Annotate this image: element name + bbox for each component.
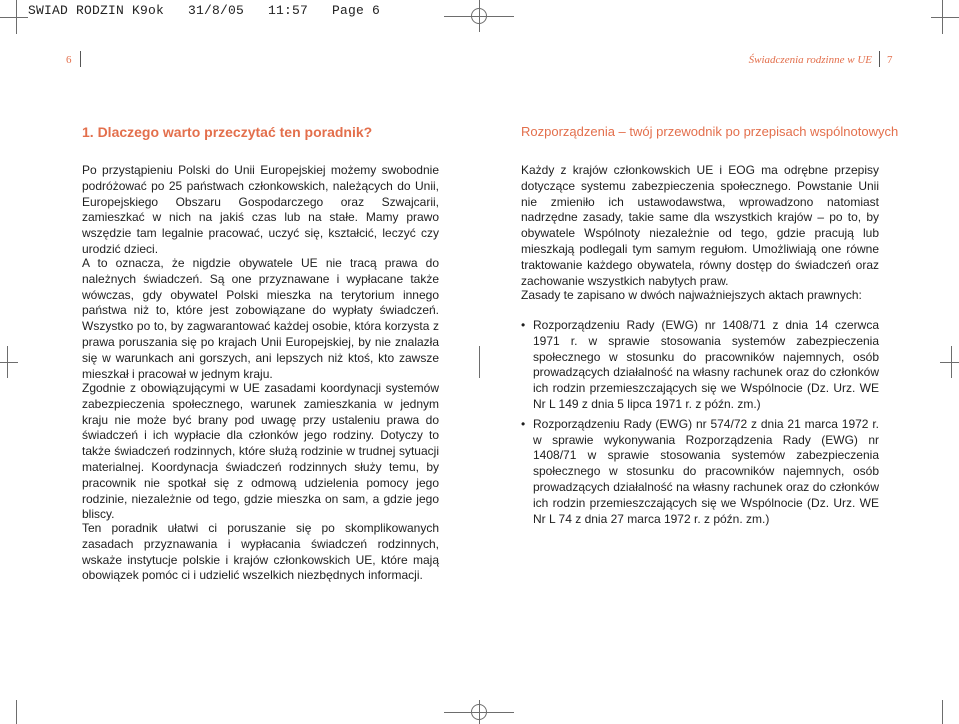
page-number-left: 6: [66, 54, 72, 66]
left-paragraph-2: [82, 256, 439, 382]
list-item: [521, 318, 879, 413]
paragraph-text: Ten poradnik ułatwi ci poruszanie się po skomplikowanych zasadach przyznawania i wypłacania świadczeń rodzinnych, wskaże instytucje polskie i krajów członkowskich UE, które mają obowiązek pomóc ci i udzielić wszelkich niezbędnych informacji.: [82, 521, 439, 583]
page-number-right: 7: [887, 54, 893, 66]
list-item-text: Rozporządzeniu Rady (EWG) nr 1408/71 z dnia 14 czerwca 1971 r. w sprawie stosowania systemów zabezpieczenia społecznego w stosunku do pracowników najemnych, osób prowadzących działalność na własny rachunek oraz do członków ich rodzin przemieszczających się we Wspólnocie (Dz. Urz. WE Nr L 149 z dnia 5 lipca 1971 r. z późn. zm.): [533, 318, 879, 411]
legal-acts-list: [521, 318, 879, 527]
running-head: Świadczenia rodzinne w UE: [748, 54, 872, 66]
left-paragraph-3: [82, 381, 439, 523]
paragraph-text: Zgodnie z obowiązującymi w UE zasadami koordynacji systemów zabezpieczenia społecznego, warunek zamieszkania w jednym kraju nie może być brany pod uwagę przy ustaleniu prawa do świadczeń i ich wypłacie dla członków jego rodziny. Dotyczy to także świadczeń rodzinnych, które służą rodzinie w trudnej sytuacji materialnej. Koordynacja świadczeń rodzinnych służy temu, by pracownik nie spotkał się z odmową udzielenia pomocy jego rodzinie, niezależnie od tego, gdzie mieszka on sam, a gdzie jego bliscy.: [82, 381, 439, 522]
folio-divider-left: [80, 51, 81, 67]
paragraph-text: Po przystąpieniu Polski do Unii Europejskiej możemy swobodnie podróżować po 25 państwach członkowskich, należących do Unii, Europejskiego Obszaru Gospodarczego oraz Szwajcarii, zamieszkać w nich na jakiś czas lub na stałe. Mamy prawo wszędzie tam legalnie pracować, uczyć się, kształcić, leczyć czy urodzić dzieci.: [82, 163, 439, 256]
paragraph-text: Każdy z krajów członkowskich UE i EOG ma odrębne przepisy dotyczące systemu zabezpieczenia społecznego. Powstanie Unii nie zmieniło ich ustawodawstwa, wprowadzono natomiast nadrzędne zasady, takie same dla wszystkich krajów – po to, by obywatele Wspólnoty niezależnie od tego, gdzie pracują lub mieszkają podlegali tym samym regułom. Umożliwiają one równe traktowanie każdego obywatela, równy dostęp do świadczeń oraz zachowanie wszystkich nabytych praw.: [521, 163, 879, 288]
print-slug: SWIAD RODZIN K9ok 31/8/05 11:57 Page 6: [28, 3, 381, 18]
left-paragraph-1: [82, 163, 439, 258]
section-heading-right: Rozporządzenia – twój przewodnik po przepisach wspólnotowych: [521, 124, 899, 139]
paragraph-text: A to oznacza, że nigdzie obywatele UE nie tracą prawa do należnych świadczeń. Są one przyznawane i wypłacane także wówczas, gdy obywatel Polski mieszka na terytorium innego państwa niż to, które jest zobowiązane do wypłaty świadczeń. Wszystko po to, by zagwarantować każdej osobie, która korzysta z prawa poruszania się po krajach Unii Europejskiej, by nie znalazła się w warunkach ani gorszych, ani lepszych niż ktoś, kto zawsze mieszkał i pracował w jednym kraju.: [82, 256, 439, 381]
section-heading-left: 1. Dlaczego warto przeczytać ten poradnik?: [82, 124, 373, 140]
list-item-text: Rozporządzeniu Rady (EWG) nr 574/72 z dnia 21 marca 1972 r. w sprawie wykonywania Rozporządzenia Rady (EWG) nr 1408/71 w sprawie stosowania systemów zabezpieczenia społecznego w stosunku do pracowników najemnych, osób prowadzących działalność na własny rachunek oraz do członków ich rodzin przemieszczających się we Wspólnocie (Dz. Urz. WE Nr L 74 z dnia 27 marca 1972 r. z późn. zm.): [533, 416, 879, 526]
right-paragraph-2: [521, 288, 879, 304]
bullet-icon: •: [521, 416, 526, 431]
bullet-icon: •: [521, 318, 526, 332]
left-paragraph-4: [82, 521, 439, 584]
right-paragraph-1: [521, 163, 879, 289]
list-item: [521, 417, 879, 528]
paragraph-text: Zasady te zapisano w dwóch najważniejszych aktach prawnych:: [521, 288, 862, 302]
folio-divider-right: [879, 51, 880, 67]
